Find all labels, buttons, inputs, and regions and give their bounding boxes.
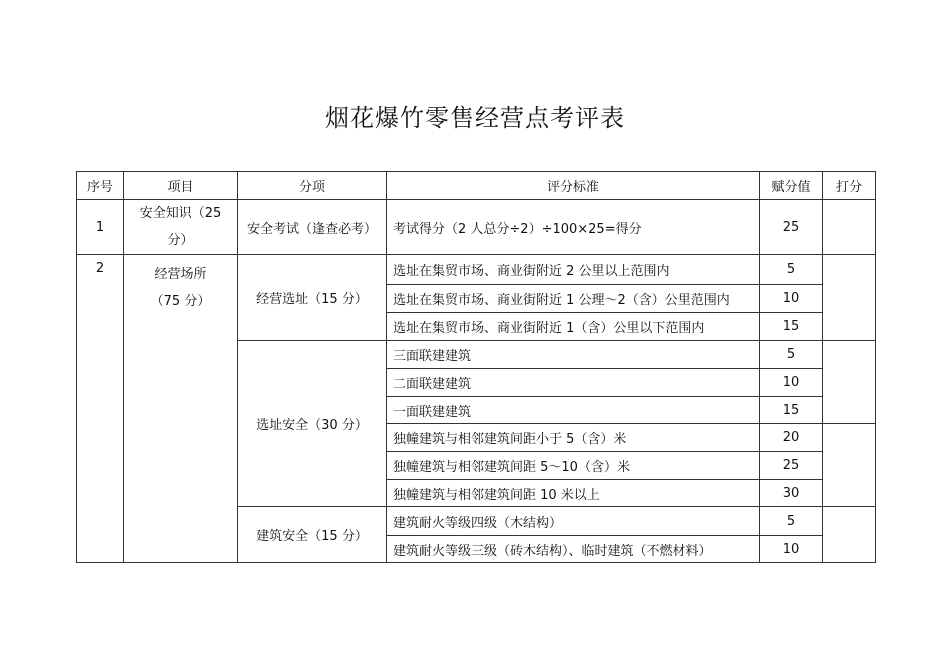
criteria-cell: 独幢建筑与相邻建筑间距 10 米以上 — [387, 480, 760, 507]
subitem-cell: 经营选址（15 分） — [238, 255, 387, 341]
evaluation-table — [76, 171, 876, 563]
value-cell: 5 — [760, 255, 823, 285]
criteria-cell: 独幢建筑与相邻建筑间距小于 5（含）米 — [387, 424, 760, 452]
value-cell: 5 — [760, 507, 823, 536]
value-cell: 15 — [760, 313, 823, 341]
value-cell: 20 — [760, 424, 823, 452]
value-cell: 25 — [760, 200, 823, 255]
criteria-cell: 选址在集贸市场、商业街附近 1 公理～2（含）公里范围内 — [387, 285, 760, 313]
page-title: 烟花爆竹零售经营点考评表 — [325, 104, 625, 132]
seq-cell: 1 — [77, 200, 124, 255]
header-value: 赋分值 — [760, 172, 823, 200]
subitem-cell: 安全考试（逢查必考） — [238, 200, 387, 255]
criteria-cell: 建筑耐火等级三级（砖木结构）、临时建筑（不燃材料） — [387, 536, 760, 563]
value-cell: 25 — [760, 452, 823, 480]
criteria-cell: 一面联建建筑 — [387, 397, 760, 424]
table-header-row — [77, 172, 876, 200]
seq-cell: 2 — [77, 255, 124, 563]
score-cell[interactable] — [823, 255, 876, 341]
value-cell: 5 — [760, 341, 823, 369]
table-row — [77, 200, 876, 255]
table-row — [77, 255, 876, 285]
value-cell: 15 — [760, 397, 823, 424]
score-cell[interactable] — [823, 507, 876, 563]
value-cell: 10 — [760, 369, 823, 397]
value-cell: 30 — [760, 480, 823, 507]
header-seq: 序号 — [77, 172, 124, 200]
criteria-cell: 考试得分（2 人总分÷2）÷100×25=得分 — [387, 200, 760, 255]
item-line-1: 经营场所 — [154, 267, 207, 282]
value-cell: 10 — [760, 536, 823, 563]
score-cell[interactable] — [823, 341, 876, 424]
item-cell: 安全知识（25分） — [124, 200, 238, 255]
item-line-2: （75 分） — [150, 294, 211, 309]
criteria-cell: 独幢建筑与相邻建筑间距 5～10（含）米 — [387, 452, 760, 480]
item-cell — [124, 255, 238, 563]
criteria-cell: 三面联建建筑 — [387, 341, 760, 369]
criteria-cell: 二面联建建筑 — [387, 369, 760, 397]
header-score: 打分 — [823, 172, 876, 200]
value-cell: 10 — [760, 285, 823, 313]
criteria-cell: 选址在集贸市场、商业街附近 2 公里以上范围内 — [387, 255, 760, 285]
header-item: 项目 — [124, 172, 238, 200]
criteria-cell: 建筑耐火等级四级（木结构） — [387, 507, 760, 536]
header-criteria: 评分标准 — [387, 172, 760, 200]
subitem-cell: 选址安全（30 分） — [238, 341, 387, 507]
score-cell[interactable] — [823, 200, 876, 255]
score-cell[interactable] — [823, 424, 876, 507]
header-subitem: 分项 — [238, 172, 387, 200]
criteria-cell: 选址在集贸市场、商业街附近 1（含）公里以下范围内 — [387, 313, 760, 341]
subitem-cell: 建筑安全（15 分） — [238, 507, 387, 563]
